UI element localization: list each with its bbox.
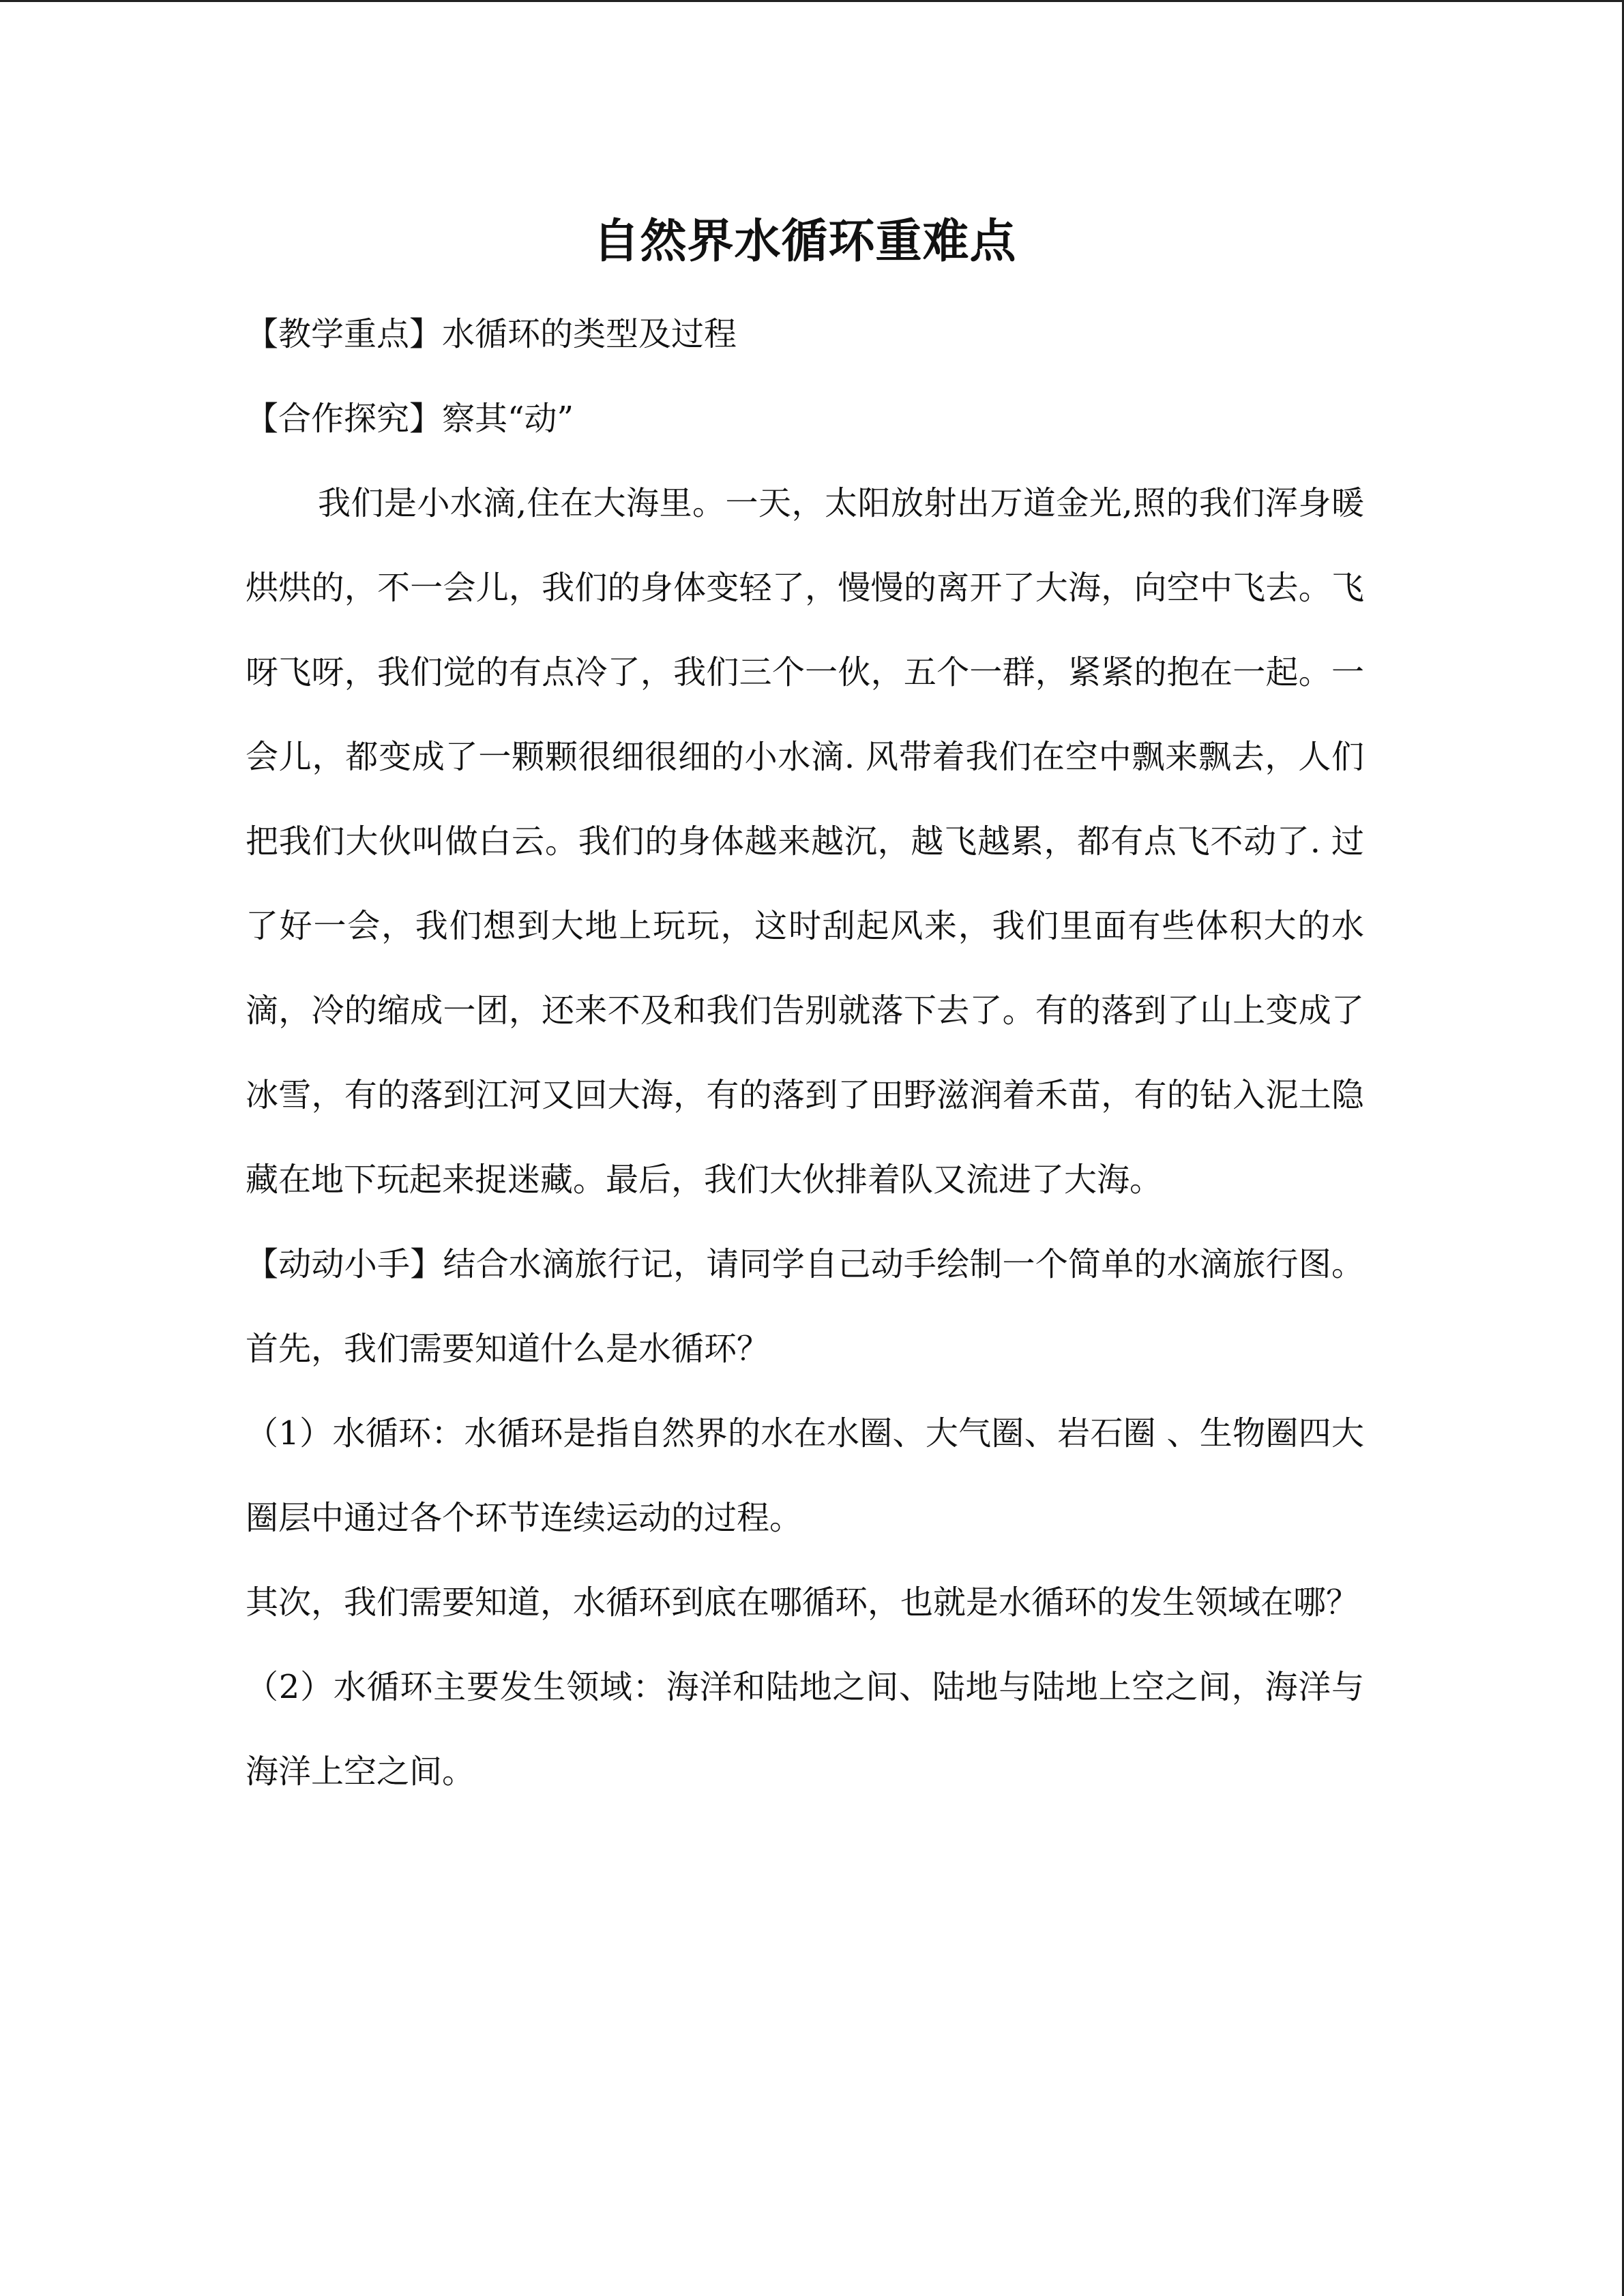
teaching-focus-tag: 【教学重点】 [246, 315, 443, 353]
story-paragraph: 我们是小水滴,住在大海里。一天，太阳放射出万道金光,照的我们浑身暖烘烘的，不一会儿，我们的身体变轻了，慢慢的离开了大海，向空中飞去。飞呀飞呀，我们觉的有点冷了，我们三个一伙，五个一群，紧紧的抱在一起。一会儿，都变成了一颗颗很细很细的小水滴. 风带着我们在空中飘来飘去，人们把我们大伙叫做白云。我们的身体越来越沉，越飞越累，都有点飞不动了. 过了好一会，我们想到大地上玩玩，这时刮起风来，我们里面有些体积大的水滴，冷的缩成一团，还来不及和我们告别就落下去了。有的落到了山上变成了冰雪，有的落到江河又回大海，有的落到了田野滋润着禾苗，有的钻入泥土隐藏在地下玩起来捉迷藏。最后，我们大伙排着队又流进了大海。 [246, 484, 1364, 1199]
hands-on-text: 结合水滴旅行记，请同学自己动手绘制一个简单的水滴旅行图。首先，我们需要知道什么是水循环？ [246, 1245, 1364, 1368]
teaching-focus-text: 水循环的类型及过程 [442, 315, 737, 353]
hands-on-tag: 【动动小手】 [246, 1245, 443, 1283]
top-border-line [0, 0, 1624, 2]
domains-paragraph: （2）水循环主要发生领域：海洋和陆地之间、陆地与陆地上空之间，海洋与海洋上空之间。 [246, 1668, 1364, 1791]
hands-on-paragraph [246, 1222, 1364, 1391]
definition-paragraph: （1）水循环：水循环是指自然界的水在水圈、大气圈、岩石圈 、生物圈四大圈层中通过各个环节连续运动的过程。 [246, 1414, 1364, 1537]
inquiry-tag: 【合作探究】 [246, 400, 443, 438]
document-title: 自然界水循环重难点 [593, 215, 1017, 269]
inquiry-line [246, 376, 1364, 461]
document-page [246, 198, 1364, 1814]
inquiry-text: 察其“动” [442, 400, 574, 438]
next-question-paragraph: 其次，我们需要知道，水循环到底在哪循环，也就是水循环的发生领域在哪？ [246, 1583, 1359, 1622]
teaching-focus-line [246, 292, 1364, 376]
